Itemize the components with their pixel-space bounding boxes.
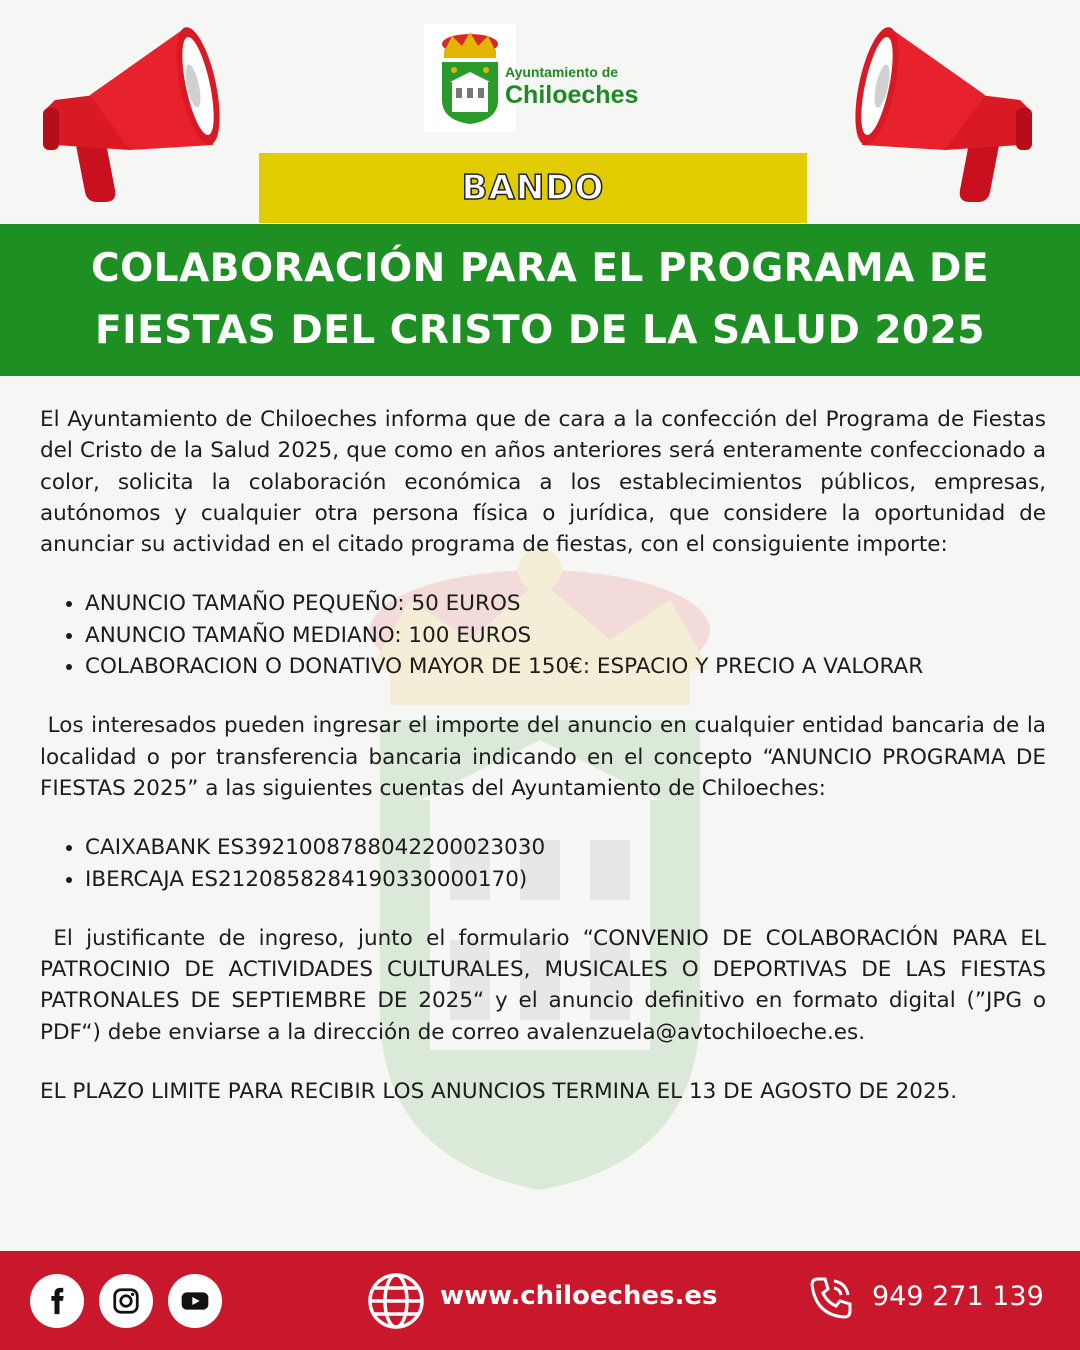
bando-label: BANDO: [461, 168, 605, 208]
title-line-2: FIESTAS DEL CRISTO DE LA SALUD 2025: [95, 308, 985, 353]
logo-line-small: Ayuntamiento de: [505, 64, 619, 80]
website-link[interactable]: www.chiloeches.es: [440, 1281, 718, 1311]
phone-number[interactable]: 949 271 139: [872, 1281, 1044, 1312]
announcement-body: [40, 404, 1053, 1107]
bank-account-item: • CAIXABANK ES3921008788042200023030: [85, 832, 1046, 863]
title-line-1: COLABORACIÓN PARA EL PROGRAMA DE: [90, 246, 990, 291]
deadline-notice: EL PLAZO LIMITE PARA RECIBIR LOS ANUNCIOS TERMINA EL 13 DE AGOSTO DE 2025.: [40, 1079, 958, 1105]
phone-icon: [808, 1275, 854, 1321]
bank-account-item: • IBERCAJA ES2120858284190330000170): [85, 864, 1046, 895]
youtube-icon: [179, 1285, 211, 1317]
megaphone-icon: [850, 20, 1040, 210]
price-list: [40, 588, 1046, 682]
bank-account-list: [40, 832, 1046, 895]
logo-line-big: Chiloeches: [505, 81, 639, 109]
coat-of-arms-icon: [436, 30, 504, 126]
instructions-paragraph: El justificante de ingreso, junto el formulario “CONVENIO DE COLABORACIÓN PARA EL PATROCINIO DE ACTIVIDADES CULTURALES, MUSICALES O DEPORTIVAS DE LAS FIESTAS PATRONALES DE SEPTIEMBRE DE 2025“ y el anuncio definitivo en formato digital (”JPG o PDF“) debe enviarse a la dirección de correo avalenzuela@avtochiloeche.es.: [40, 925, 1053, 1045]
intro-paragraph: El Ayuntamiento de Chiloeches informa que de cara a la confección del Programa de Fiestas del Cristo de la Salud 2025, que como en años anteriores será enteramente confeccionado a color, solicita la colaboración económica a los establecimientos públicos, empresas, autónomos y cualquier otra persona física o jurídica, que considere la oportunidad de anunciar su actividad en el citado programa de fiestas, con el consiguiente importe:: [40, 407, 1046, 558]
bando-banner: [259, 153, 807, 223]
town-logo: [424, 24, 516, 132]
megaphone-icon: [35, 20, 225, 210]
instagram-icon: [111, 1286, 141, 1316]
price-item: • ANUNCIO TAMAÑO PEQUEÑO: 50 EUROS: [85, 588, 1046, 619]
price-item: • COLABORACION O DONATIVO MAYOR DE 150€: ESPACIO Y PRECIO A VALORAR: [85, 651, 1046, 682]
globe-icon: [367, 1272, 425, 1330]
title-banner: [0, 224, 1080, 376]
instagram-link[interactable]: [99, 1274, 153, 1328]
town-logo-text: [505, 63, 638, 109]
footer-bar: [0, 1251, 1080, 1350]
facebook-link[interactable]: [30, 1274, 84, 1328]
price-item: • ANUNCIO TAMAÑO MEDIANO: 100 EUROS: [85, 620, 1046, 651]
page-title: [91, 238, 989, 362]
facebook-icon: [42, 1286, 72, 1316]
payment-paragraph: Los interesados pueden ingresar el importe del anuncio en cualquier entidad bancaria de la localidad o por transferencia bancaria indicando en el concepto “ANUNCIO PROGRAMA DE FIESTAS 2025” a las siguientes cuentas del Ayuntamiento de Chiloeches:: [40, 713, 1053, 801]
youtube-link[interactable]: [168, 1274, 222, 1328]
